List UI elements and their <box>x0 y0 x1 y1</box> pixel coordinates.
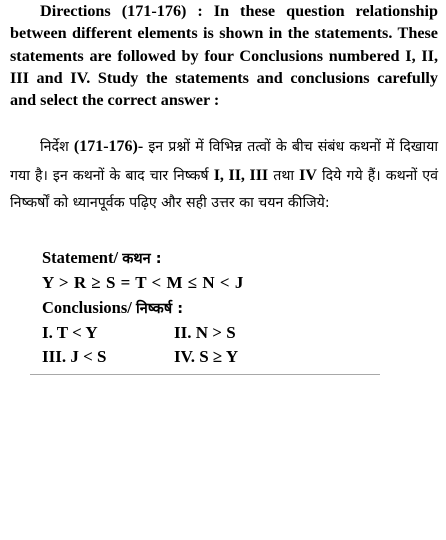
statement-expression: Y > R ≥ S = T < M ≤ N < J <box>42 273 244 292</box>
conclusions-label-en: Conclusions/ <box>42 298 136 317</box>
directions-hindi-numerals: I, II, III <box>213 166 269 184</box>
statement-label-hi: कथन : <box>122 251 162 267</box>
directions-hindi-numeral4: IV <box>299 166 317 184</box>
conclusion-3: III. J < S <box>42 347 107 366</box>
conclusion-4: IV. S ≥ Y <box>174 347 239 366</box>
conclusions-label-hi: निष्कर्ष : <box>136 301 183 317</box>
conclusions-label <box>42 298 183 318</box>
statement-label <box>42 248 162 268</box>
directions-english: Directions (171-176) : In these question relationship between different elements is shown in the statements. These statements are followed by four Conclusions numbered I, II, III and IV. Study the statements and conclusions carefully and select the correct answer : <box>10 2 438 110</box>
divider-line <box>30 374 380 375</box>
conclusion-1: I. T < Y <box>42 323 98 342</box>
statement-label-en: Statement/ <box>42 248 123 267</box>
directions-hindi-prefix: निर्देश <box>40 139 69 155</box>
conclusion-2: II. N > S <box>174 323 236 342</box>
directions-hindi <box>10 133 438 218</box>
directions-hindi-range: (171-176)- <box>73 138 144 155</box>
directions-hindi-text1: इन प्रश्नों में विभिन्न तत्वों के बीच संबंध कथनों में दिखाया गया है। इन कथनों के बाद चार निष्कर्ष <box>10 139 438 184</box>
directions-hindi-text3: दिये गये हैं। कथनों एवं निष्कर्षों को ध्यानपूर्वक पढ़िए और सही उत्तर का चयन कीजिये: <box>10 167 439 211</box>
directions-hindi-text2: तथा <box>268 167 300 184</box>
